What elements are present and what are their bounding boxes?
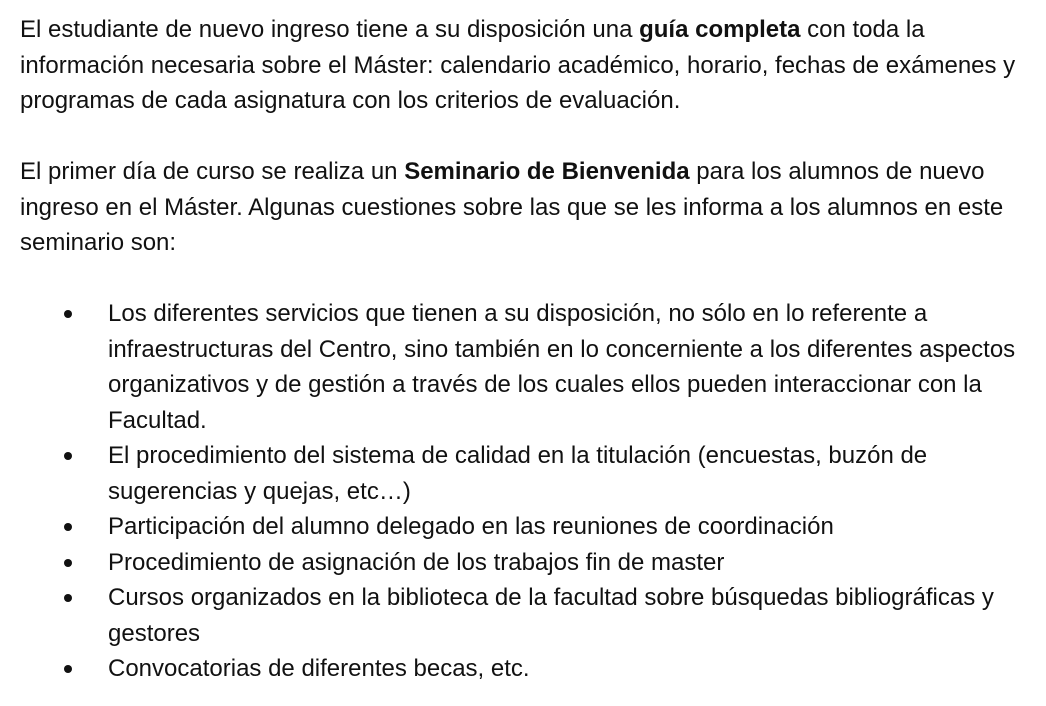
list-item-text: Los diferentes servicios que tienen a su disposición, no sólo en lo referente a infraestructuras del Centro, sino también en lo concerniente a los diferentes aspectos organizativos y de gestión a través de los cuales ellos pueden interaccionar con la Facultad. [108, 300, 1016, 434]
list-item [20, 580, 1030, 651]
list-item [20, 438, 1030, 509]
list-item [20, 545, 1030, 581]
bullet-icon [64, 665, 72, 673]
seminar-bold-phrase: Seminario de Bienvenida [404, 158, 690, 185]
list-item-text: Cursos organizados en la biblioteca de la facultad sobre búsquedas bibliográficas y gestores [108, 584, 994, 647]
document-body [20, 12, 1030, 687]
list-item [20, 296, 1030, 438]
bullet-icon [64, 594, 72, 602]
seminar-text-end: para los alumnos de nuevo ingreso en el Máster. Algunas cuestiones sobre las que se les informa a los alumnos en este seminario son: [20, 158, 1004, 256]
seminar-text-start: El primer día de curso se realiza un [20, 158, 405, 185]
bullet-icon [64, 452, 72, 460]
list-item [20, 509, 1030, 545]
seminar-topics-list [20, 296, 1030, 687]
list-item-text: Procedimiento de asignación de los trabajos fin de master [108, 548, 725, 576]
intro-text-start: El estudiante de nuevo ingreso tiene a su disposición una [20, 16, 640, 43]
list-item-text: El procedimiento del sistema de calidad en la titulación (encuestas, buzón de sugerencias y quejas, etc…) [108, 442, 928, 505]
list-item-text: Participación del alumno delegado en las reuniones de coordinación [108, 513, 834, 540]
bullet-icon [64, 523, 72, 531]
intro-bold-phrase: guía completa [639, 16, 801, 43]
intro-text-end: con toda la información necesaria sobre el Máster: calendario académico, horario, fechas de exámenes y programas de cada asignatura con los criterios de evaluación. [20, 16, 1016, 114]
list-item [20, 651, 1030, 687]
list-item-text: Convocatorias de diferentes becas, etc. [108, 655, 530, 682]
seminar-paragraph [20, 154, 1030, 261]
intro-paragraph [20, 12, 1030, 119]
bullet-icon [64, 310, 72, 318]
bullet-icon [64, 559, 72, 567]
